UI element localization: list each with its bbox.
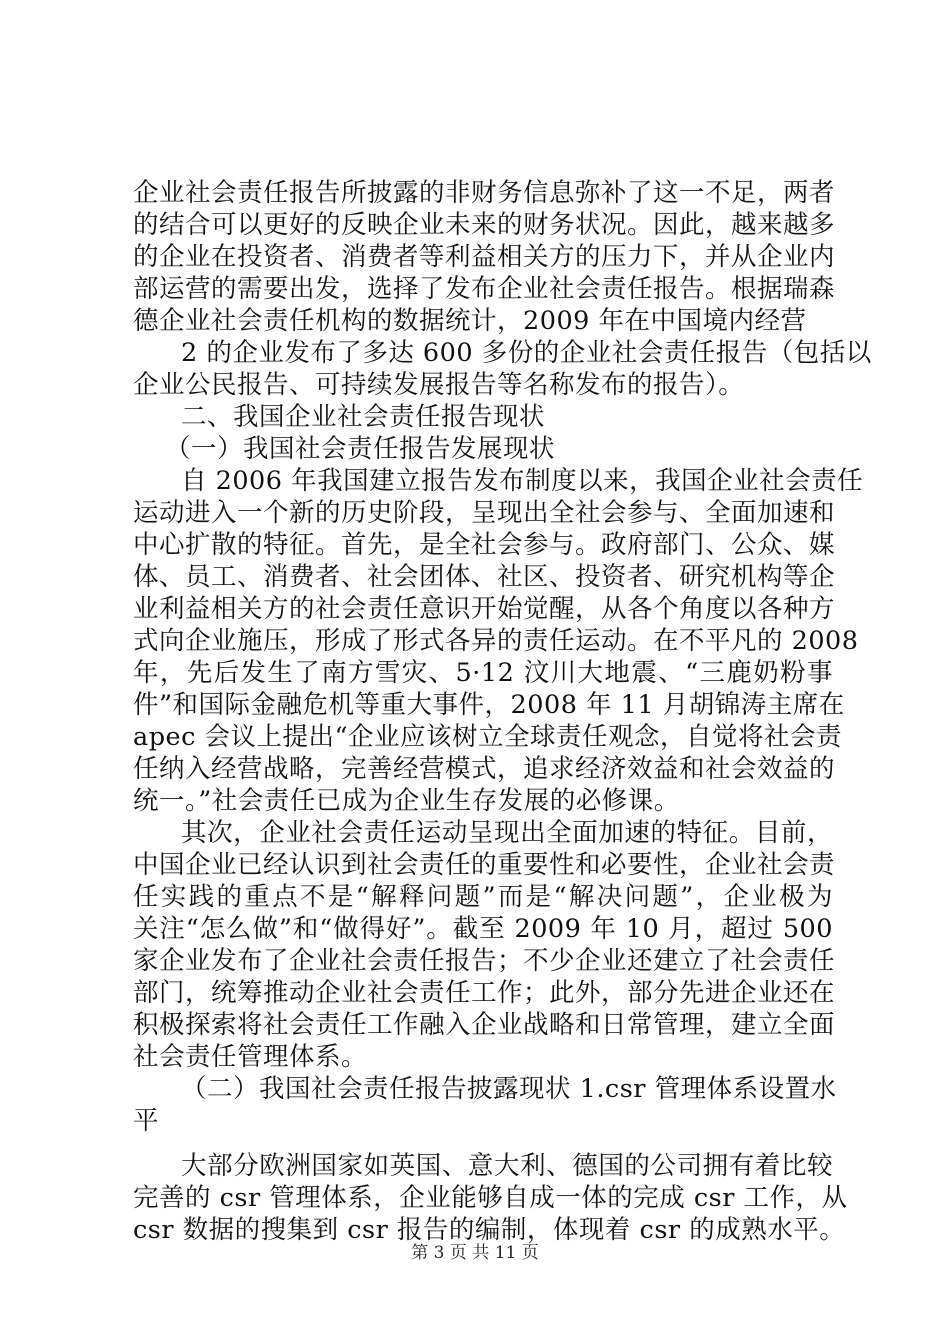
text-line: csr 数据的搜集到 csr 报告的编制，体现着 csr 的成熟水平。 <box>133 1215 846 1245</box>
text-line: 的结合可以更好的反映企业未来的财务状况。因此，越来越多 <box>133 210 836 240</box>
page-number: 第 3 页 共 11 页 <box>411 1243 539 1263</box>
text-line: 德企业社会责任机构的数据统计，2009 年在中国境内经营 <box>133 306 807 336</box>
text-line: 关注“怎么做”和“做得好”。截至 2009 年 10 月，超过 500 <box>133 914 833 944</box>
text-line: 大部分欧洲国家如英国、意大利、德国的公司拥有着比较 <box>181 1151 833 1181</box>
text-line: 任纳入经营战略，完善经营模式，追求经济效益和社会效益的 <box>133 754 836 784</box>
text-line: 的企业在投资者、消费者等利益相关方的压力下，并从企业内 <box>133 242 836 272</box>
text-line: 中心扩散的特征。首先，是全社会参与。政府部门、公众、媒 <box>133 530 836 560</box>
text-line: 社会责任管理体系。 <box>133 1042 368 1072</box>
text-line: apec 会议上提出“企业应该树立全球责任观念，自觉将社会责 <box>133 722 843 752</box>
text-line: 式向企业施压，形成了形式各异的责任运动。在不平凡的 2008 <box>133 626 859 656</box>
text-line: 平 <box>133 1106 160 1136</box>
text-line: 家企业发布了企业社会责任报告；不少企业还建立了社会责任 <box>133 946 836 976</box>
text-line: 中国企业已经认识到社会责任的重要性和必要性，企业社会责 <box>133 850 836 880</box>
text-line: 任实践的重点不是“解释问题”而是“解决问题”，企业极为 <box>133 882 833 912</box>
subsection-heading: （一）我国社会责任报告发展现状 <box>165 434 556 464</box>
text-line: 部门，统筹推动企业社会责任工作；此外，部分先进企业还在 <box>133 978 836 1008</box>
section-heading: 二、我国企业社会责任报告现状 <box>181 402 546 432</box>
text-line: 2 的企业发布了多达 600 多份的企业社会责任报告（包括以 <box>181 338 872 368</box>
text-line: 部运营的需要出发，选择了发布企业社会责任报告。根据瑞森 <box>133 274 836 304</box>
text-line: 企业社会责任报告所披露的非财务信息弥补了这一不足，两者 <box>133 178 836 208</box>
text-line: 件”和国际金融危机等重大事件，2008 年 11 月胡锦涛主席在 <box>133 690 845 720</box>
subsection-heading: （二）我国社会责任报告披露现状 1.csr 管理体系设置水 <box>181 1074 837 1104</box>
text-line: 年，先后发生了南方雪灾、5·12 汶川大地震、“三鹿奶粉事 <box>133 658 833 688</box>
text-line: 体、员工、消费者、社会团体、社区、投资者、研究机构等企 <box>133 562 836 592</box>
text-line: 企业公民报告、可持续发展报告等名称发布的报告）。 <box>133 370 745 400</box>
text-line: 运动进入一个新的历史阶段，呈现出全社会参与、全面加速和 <box>133 498 836 528</box>
text-line: 业利益相关方的社会责任意识开始觉醒，从各个角度以各种方 <box>133 594 836 624</box>
text-line: 其次，企业社会责任运动呈现出全面加速的特征。目前， <box>181 818 833 848</box>
text-line: 统一。”社会责任已成为企业生存发展的必修课。 <box>133 786 680 816</box>
text-line: 完善的 csr 管理体系，企业能够自成一体的完成 csr 工作，从 <box>133 1183 848 1213</box>
text-line: 自 2006 年我国建立报告发布制度以来，我国企业社会责任 <box>181 466 864 496</box>
text-line: 积极探索将社会责任工作融入企业战略和日常管理，建立全面 <box>133 1010 836 1040</box>
